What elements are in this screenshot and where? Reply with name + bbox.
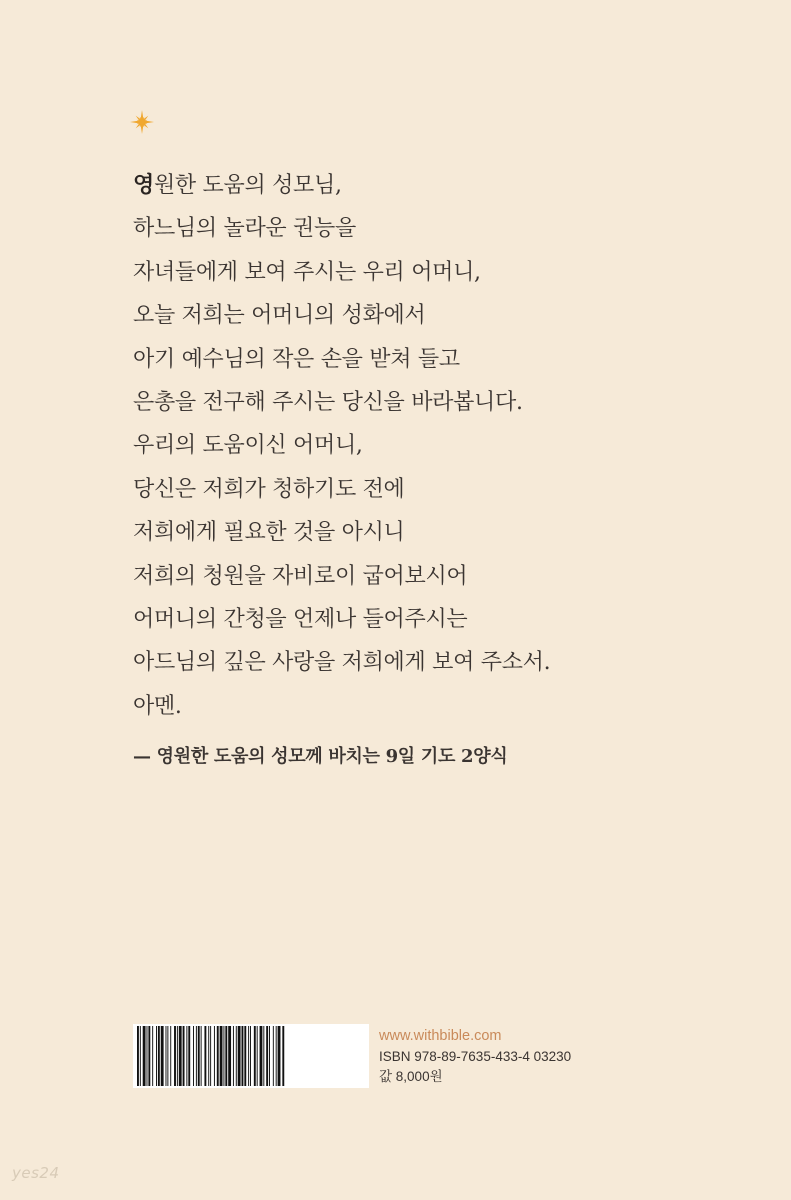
- barcode-bar: [276, 1026, 277, 1086]
- prayer-line: 하느님의 놀라운 권능을: [133, 216, 356, 242]
- prayer-line: 우리의 도움이신 어머니,: [133, 433, 363, 459]
- barcode-bar: [217, 1026, 219, 1086]
- barcode-bar: [208, 1026, 209, 1086]
- barcode-bar: [257, 1026, 258, 1086]
- prayer-line: 저희에게 필요한 것을 아시니: [133, 520, 405, 546]
- barcode-bar: [282, 1026, 284, 1086]
- barcode-bar: [223, 1026, 224, 1086]
- barcode: [133, 1024, 369, 1088]
- barcode-bar: [244, 1026, 246, 1086]
- barcode-bar: [183, 1026, 185, 1086]
- barcode-bar: [236, 1026, 237, 1086]
- barcode-bar: [248, 1026, 249, 1086]
- star-burst-icon: [129, 109, 155, 135]
- barcode-bar: [225, 1026, 227, 1086]
- barcode-bar: [156, 1026, 157, 1086]
- barcode-bar: [161, 1026, 164, 1086]
- prayer-line: 어머니의 간청을 언제나 들어주시는: [133, 606, 468, 632]
- prayer-line-rest: 원한 도움의 성모님,: [153, 173, 342, 198]
- barcode-bar: [214, 1026, 215, 1086]
- prayer-line: 저희의 청원을 자비로이 굽어보시어: [133, 563, 468, 589]
- barcode-bar: [220, 1026, 223, 1086]
- barcode-bar: [238, 1026, 241, 1086]
- prayer-line: 아기 예수님의 작은 손을 받쳐 들고: [133, 346, 460, 372]
- isbn-text: ISBN 978-89-7635-433-4 03230: [379, 1048, 572, 1064]
- barcode-bar: [250, 1026, 251, 1086]
- prayer-line: [133, 164, 733, 207]
- barcode-bar: [188, 1026, 190, 1086]
- barcode-bar: [170, 1026, 171, 1086]
- watermark: yes24: [12, 1164, 60, 1182]
- barcode-bar: [273, 1026, 274, 1086]
- price-text: 값 8,000원: [379, 1069, 443, 1084]
- prayer-line: 은총을 전구해 주시는 당신을 바라봅니다.: [133, 389, 523, 415]
- barcode-bar: [204, 1026, 206, 1086]
- barcode-bar: [148, 1026, 150, 1086]
- prayer-text: [133, 164, 733, 728]
- barcode-bar: [196, 1026, 197, 1086]
- barcode-bar: [152, 1026, 153, 1086]
- prayer-line: 오늘 저희는 어머니의 성화에서: [133, 303, 426, 329]
- barcode-bar: [260, 1026, 263, 1086]
- barcode-bar: [179, 1026, 182, 1086]
- barcode-bar: [193, 1026, 194, 1086]
- barcode-bar: [263, 1026, 264, 1086]
- prayer-line: 아드님의 깊은 사랑을 저희에게 보여 주소서.: [133, 650, 551, 676]
- prayer-line: 당신은 저희가 청하기도 전에: [133, 476, 405, 502]
- barcode-bar: [228, 1026, 231, 1086]
- barcode-bar: [167, 1026, 168, 1086]
- barcode-bar: [147, 1026, 148, 1086]
- barcode-bar: [254, 1026, 256, 1086]
- barcode-bar: [233, 1026, 234, 1086]
- barcode-bar: [143, 1026, 146, 1086]
- barcode-bar: [266, 1026, 268, 1086]
- barcode-bar: [166, 1026, 167, 1086]
- drop-cap: 영: [133, 172, 154, 198]
- prayer-line: 아멘.: [133, 693, 182, 719]
- barcode-bar: [177, 1026, 178, 1086]
- barcode-bar: [137, 1026, 139, 1086]
- barcode-bar: [242, 1026, 244, 1086]
- prayer-source: — 영원한 도움의 성모께 바치는 9일 기도 2양식: [133, 746, 508, 767]
- barcode-bar: [140, 1026, 141, 1086]
- barcode-bar: [174, 1026, 176, 1086]
- barcode-bar: [186, 1026, 187, 1086]
- barcode-bar: [201, 1026, 202, 1086]
- barcode-bar: [198, 1026, 200, 1086]
- publisher-url[interactable]: www.withbible.com: [379, 1028, 502, 1044]
- book-info: [379, 1026, 571, 1088]
- barcode-bar: [210, 1026, 211, 1086]
- barcode-bar: [158, 1026, 160, 1086]
- barcode-bar: [269, 1026, 270, 1086]
- prayer-line: 자녀들에게 보여 주시는 우리 어머니,: [133, 259, 481, 285]
- barcode-bar: [278, 1026, 281, 1086]
